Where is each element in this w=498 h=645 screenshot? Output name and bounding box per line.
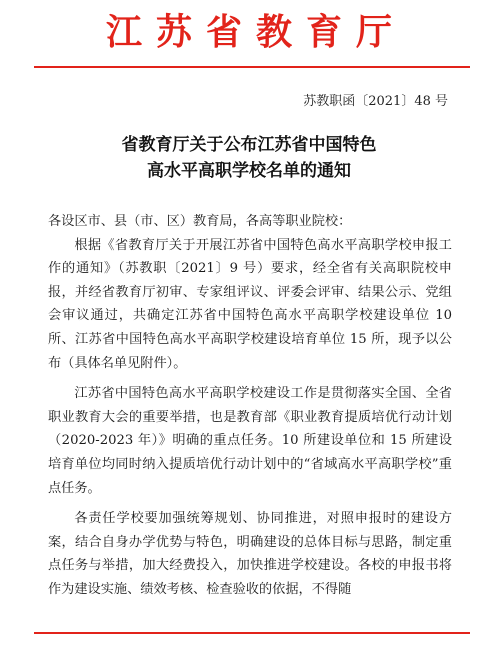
document-title-line-2: 高水平高职学校名单的通知 xyxy=(147,161,351,181)
issuer-header: 江苏省教育厅 xyxy=(105,11,406,53)
footer-red-rule xyxy=(34,632,470,634)
paragraph-1: 根据《省教育厅关于开展江苏省中国特色高水平高职学校申报工作的通知》（苏教职〔2021〕9 号）要求，经全省有关高职院校申报，并经省教育厅初审、专家组评议、评委会评审、结果公示、党组会审议通过，共确定江苏省中国特色高水平高职学校建设单位 10 所、江苏省中国特色高水平高职学校建设培育单位 15 所，现予以公布（具体名单见附件）。 xyxy=(48,237,452,371)
document-title xyxy=(0,132,498,184)
paragraph-3: 各责任学校要加强统筹规划、协同推进，对照申报时的建设方案，结合自身办学优势与特色，明确建设的总体目标与思路，制定重点任务与举措，加大经费投入，加快推进学校建设。各校的申报书将作为建设实施、绩效考核、检查验收的依据，不得随 xyxy=(48,511,452,597)
document-title-line-1: 省教育厅关于公布江苏省中国特色 xyxy=(121,135,377,155)
paragraph-2: 江苏省中国特色高水平高职学校建设工作是贯彻落实全国、全省职业教育大会的重要举措，也是教育部《职业教育提质培优行动计划（2020-2023 年）》明确的重点任务。10 所建设单位和 15 所建设培育单位均同时纳入提质培优行动计划中的“省域高水平高职学校”重点任务。 xyxy=(48,386,452,496)
document-number: 苏教职函〔2021〕48 号 xyxy=(303,94,448,109)
salutation: 各设区市、县（市、区）教育局，各高等职业院校： xyxy=(48,214,352,229)
document-body xyxy=(48,210,452,602)
header-red-rule xyxy=(34,66,470,68)
